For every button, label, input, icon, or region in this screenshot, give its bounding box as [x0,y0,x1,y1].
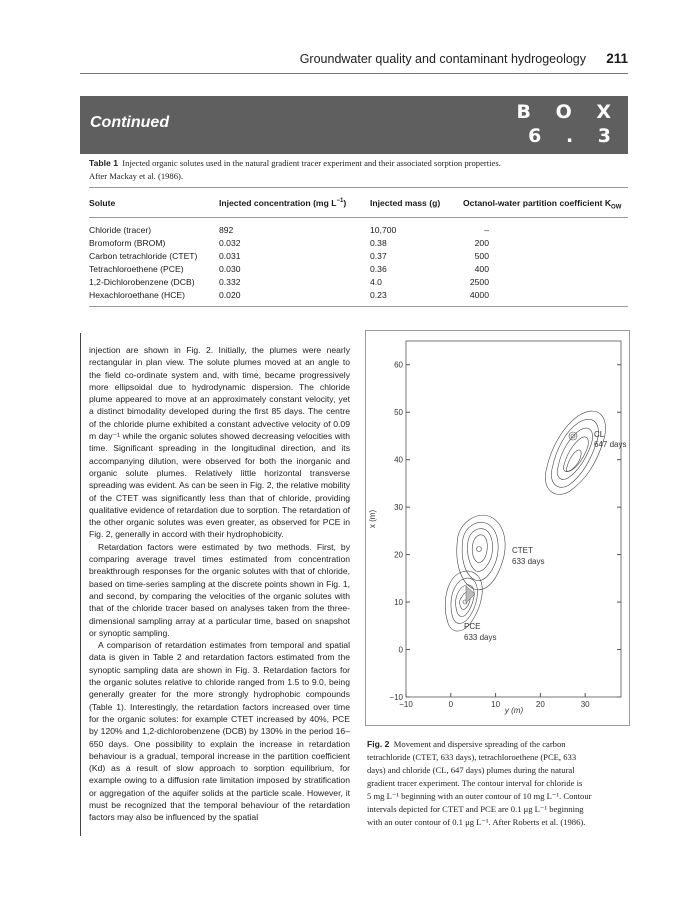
cell-concentration: 0.030 [219,264,241,274]
box-header [80,96,628,154]
cell-concentration: 0.020 [219,290,241,300]
figure-caption: Fig. 2 Movement and dispersive spreading of the carbon tetrachloride (CTET, 633 days), tetrachloroethene (PCE, 633 days) and chloride (CL, 647 days) plumes during the natural gradient tracer experiment. The contour interval for chloride is 5 mg L⁻¹ beginning with an outer contour of 10 mg L⁻¹. Contour intervals depicted for CTET and PCE are 0.1 μg L⁻¹ beginning with an outer contour of 0.1 μg L⁻¹. After Roberts et al. (1986). [367,739,592,827]
x-tick-label: 10 [491,700,501,709]
pce-days-label: 633 days [464,633,497,642]
box-label-line1: B O X [516,101,620,123]
x-tick-label: 30 [580,700,590,709]
plot-frame [406,341,621,697]
cell-mass: 4.0 [370,277,382,287]
y-tick-label: 30 [394,503,403,513]
box-continued-label: Continued [90,114,170,131]
axis-ticks [389,361,621,709]
y-tick-label: −10 [389,693,403,702]
cell-mass: 0.23 [370,290,387,300]
table-label: Table 1 [89,158,118,168]
header-kow: Octanol-water partition coefficient $K_{OW}$ [463,198,622,211]
cell-solute: Tetrachloroethene (PCE) [89,264,184,274]
header-mass: Injected mass (g) [370,198,441,208]
figure-2 [365,330,630,726]
cell-solute: Bromoform (BROM) [89,238,166,248]
cl-label: CL [594,430,605,439]
cell-kow: 500 [474,251,489,261]
y-tick-label: 50 [394,408,403,418]
table-row [89,251,624,264]
page-number: 211 [606,51,628,66]
cell-kow: 400 [474,264,489,274]
cell-kow: 200 [474,238,489,248]
figure-label: Fig. 2 [367,739,390,749]
table-caption-text: Injected organic solutes used in the natural gradient tracer experiment and their associated sorption properties. [122,158,501,168]
cell-solute: 1,2-Dichlorobenzene (DCB) [89,277,195,287]
cell-concentration: 0.031 [219,251,241,261]
cell-mass: 0.37 [370,251,387,261]
table-row [89,277,624,290]
header-solute: Solute [89,198,116,208]
cell-kow: – [484,225,489,235]
header-rule [80,73,628,74]
y-tick-label: 10 [394,598,403,608]
cell-concentration: 892 [219,225,234,235]
table-row [89,290,624,303]
table-header-rule [89,217,628,218]
cell-mass: 0.38 [370,238,387,248]
body-paragraph-3: A comparison of retardation estimates from temporal and spatial data is given in Table 2 and retardation factors estimated from the synoptic sampling data are shown in Fig. 3. Retardation factors for the organic solutes relative to chloride ranged from 1.5 to 9.0, being generally greater for the more strongly hydrophobic compounds (Table 1). Interestingly, the retardation factors increased over time for the organic solutes: for example CTET increased by 40%, PCE by 120% and 1,2-dichlorobenzene (DCB) by 130% in the period 16–650 days. One possibility to explain the increase in retardation behaviour is a gradual, temporal increase in the partition coefficient (Kd) as a result of slow approach to sorption equilibrium, for example owing to a diffusion rate limitation imposed by stratification or aggregation of the aquifer solids at the particle scale. However, it must be recognized that the temporal behaviour of the retardation factors may also be influenced by the spatial [89,640,350,823]
table-top-rule [89,187,628,188]
running-head [80,52,628,70]
cell-solute: Chloride (tracer) [89,225,152,235]
table-header-row [89,198,624,211]
box-left-rule [80,333,81,836]
cell-concentration: 0.032 [219,238,241,248]
header-concentration: Injected concentration (mg $L^{-1}$) [219,198,347,208]
table-row [89,264,624,277]
table-body [89,225,624,303]
box-label-line2: 6 . 3 [528,125,620,147]
body-paragraph-2: Retardation factors were estimated by two methods. First, by comparing average travel times estimated from concentration breakthrough responses for the organic solutes with that of chloride, based on time-series sampling at the discrete points shown in Fig. 1, and second, by comparing the velocities of the organic solutes with that of the chloride tracer based on analyses taken from the three-dimensional sampling array at a particular time, based on snapshot or synoptic sampling. [89,541,350,638]
ctet-label: CTET [512,546,533,555]
cell-solute: Hexachloroethane (HCE) [89,290,186,300]
y-tick-label: 20 [394,550,403,560]
cell-solute: Carbon tetrachloride (CTET) [89,251,198,261]
box-label [516,100,620,148]
ctet-days-label: 633 days [512,557,545,566]
y-tick-label: 40 [394,455,403,465]
y-tick-label: 60 [394,360,403,370]
cell-mass: 0.36 [370,264,387,274]
cell-concentration: 0.332 [219,277,241,287]
running-title: Groundwater quality and contaminant hydrogeology [299,52,586,66]
body-paragraph-1: injection are shown in Fig. 2. Initially, the plumes were nearly rectangular in plan view. The solute plumes moved at an angle to the field co-ordinate system and, with time, became progressively more ellipsoidal due to hydrodynamic dispersion. The chloride plume appeared to move at an approximately constant velocity, yet a distinct bimodality developed during the first 85 days. The centre of the chloride plume exhibited a constant advective velocity of 0.09 m day⁻¹ while the organic solutes showed decreasing velocities with time. Significant spreading in the longitudinal direction, and its accompanying dilution, were observed for both the inorganic and organic solute plumes. Relatively little horizontal transverse spreading was evident. As can be seen in Fig. 2, the relative mobility of the CTET was significantly less than that of chloride, providing qualitative evidence of retardation due to sorption. The retardation of the other organic solutes was even greater, as observed for PCE in Fig. 2, generally in accord with their hydrophobicity. [89,345,350,540]
table-caption [89,157,624,183]
cl-plume [545,411,605,494]
body-text [89,344,350,824]
x-axis-label: y (m) [504,706,524,715]
cell-kow: 4000 [469,290,489,300]
x-tick-label: −10 [399,700,413,709]
cell-kow: 2500 [469,277,489,287]
table-source: After Mackay et al. (1986). [89,171,184,181]
y-tick-label: 0 [398,645,403,655]
cl-days-label: 647 days [594,440,627,449]
y-axis-label: x (m) [368,509,377,529]
pce-label: PCE [464,622,481,631]
x-tick-label: 0 [448,700,454,709]
cell-mass: 10,700 [370,225,397,235]
table-row [89,225,624,238]
x-tick-label: 20 [535,700,545,709]
table-bottom-rule [89,306,628,307]
plume-map [366,331,629,725]
table-row [89,238,624,251]
